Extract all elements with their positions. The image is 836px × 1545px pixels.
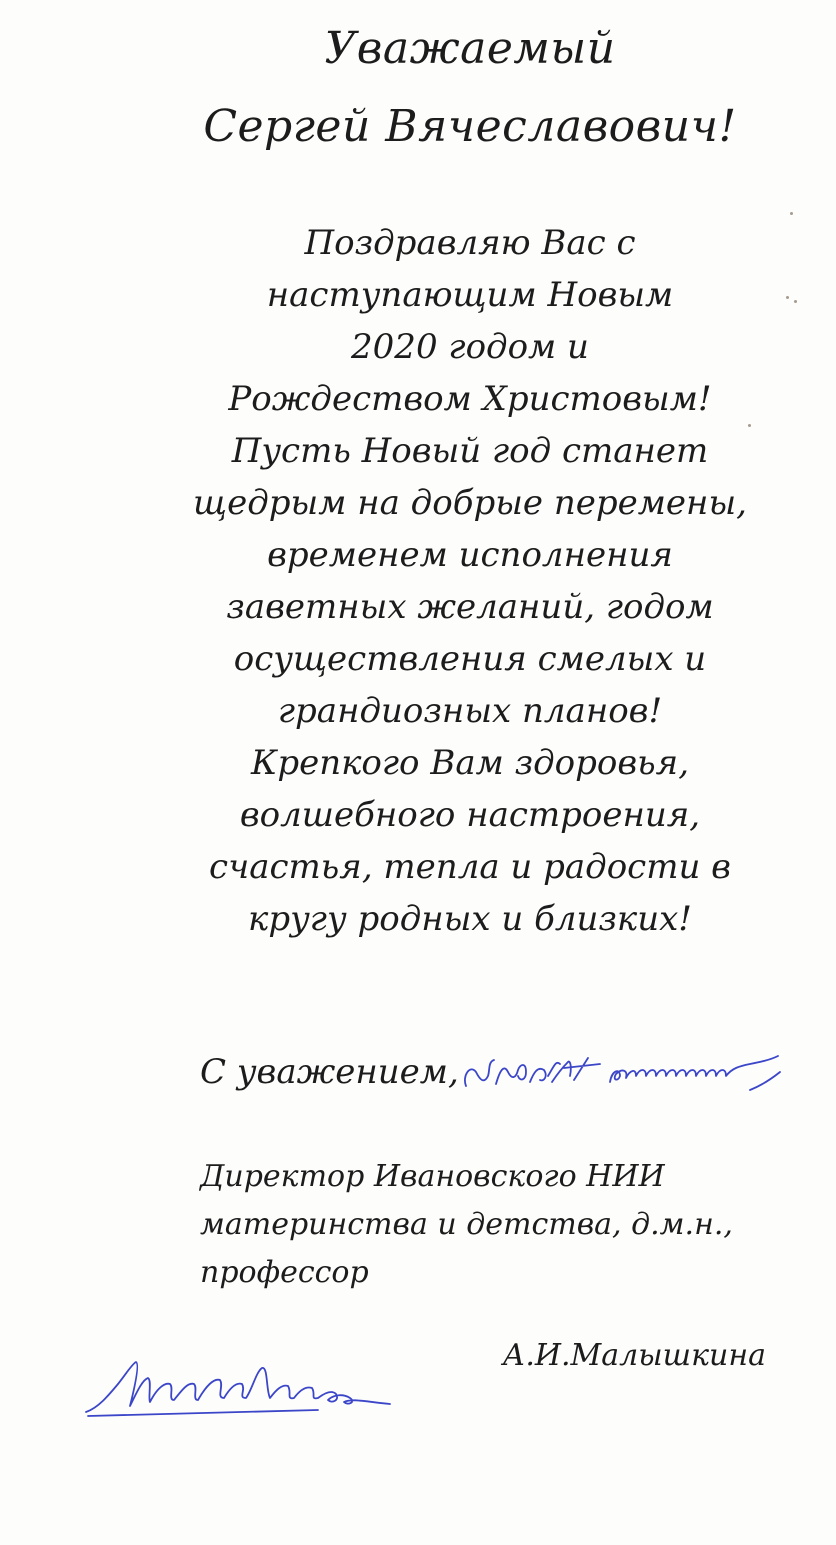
paper-speck [748, 424, 751, 427]
message-line: наступающим Новым [266, 275, 674, 315]
message-line: волшебного настроения, [239, 795, 701, 835]
signer-position [200, 1153, 800, 1297]
position-line: профессор [200, 1255, 369, 1290]
message-line: осуществления смелых и [233, 639, 707, 679]
paper-speck [790, 212, 793, 215]
message-line: Крепкого Вам здоровья, [251, 743, 689, 783]
message-line: грандиозных планов! [277, 691, 663, 731]
greeting-line-2: Сергей Вячеславович! [203, 101, 737, 152]
paper-speck [794, 300, 797, 303]
greeting-line-1: Уважаемый [324, 23, 616, 74]
closing-label: С уважением, [200, 1052, 459, 1092]
signer-name: А.И.Малышкина [502, 1338, 766, 1373]
position-line: Директор Ивановского НИИ [200, 1159, 665, 1194]
message-line: Поздравляю Вас с [304, 223, 636, 263]
message-line: Пусть Новый год станет [231, 431, 709, 471]
message-line: счастья, тепла и радости в [209, 847, 731, 887]
position-line: материнства и детства, д.м.н., [200, 1207, 733, 1242]
message-line: временем исполнения [267, 535, 673, 575]
message-body [150, 217, 790, 945]
message-line: Рождеством Христовым! [228, 379, 712, 419]
message-line: заветных желаний, годом [226, 587, 714, 627]
message-line: кругу родных и близких! [248, 899, 692, 939]
message-line: щедрым на добрые перемены, [193, 483, 747, 523]
handwritten-signature-top [460, 1046, 790, 1106]
paper-speck [786, 296, 789, 299]
message-line: 2020 годом и [351, 327, 589, 367]
handwritten-signature-bottom [78, 1350, 408, 1425]
